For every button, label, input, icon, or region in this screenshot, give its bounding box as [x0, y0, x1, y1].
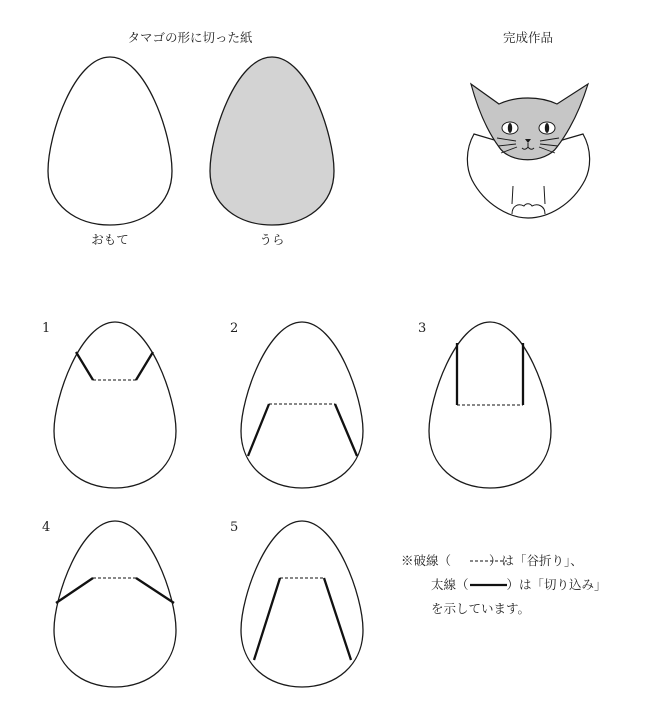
step-1-egg: [54, 322, 176, 488]
finished-cat: [467, 84, 589, 218]
legend-line-2: [431, 579, 607, 592]
step-2-egg: [241, 322, 363, 488]
step-number-2: 2: [230, 321, 239, 336]
step-number-1: 1: [42, 321, 51, 336]
egg-front: [48, 57, 172, 225]
paper-title: タマゴの形に切った紙: [127, 30, 253, 45]
cat-paws: [512, 204, 545, 214]
legend-dashed-open: 破線（: [413, 553, 452, 568]
legend-dashed-desc: ）は「谷折り」、: [489, 553, 583, 568]
cat-right-eye: [539, 122, 555, 134]
step-number-5: 5: [230, 520, 239, 535]
cat-left-eye: [502, 122, 518, 134]
legend-solid-open: 太線（: [431, 577, 469, 592]
step-4-egg: [54, 521, 176, 687]
legend-mark: ※: [401, 553, 414, 568]
step-number-4: 4: [42, 520, 51, 535]
legend-line-1: [401, 555, 583, 568]
step-5-egg: [241, 521, 363, 687]
finished-title: 完成作品: [502, 30, 554, 45]
step-number-3: 3: [418, 321, 427, 336]
egg-back: [210, 57, 334, 225]
legend-line-3: を示しています。: [431, 601, 531, 616]
back-label: うら: [259, 232, 285, 247]
legend-solid-desc: ）は「切り込み」: [506, 577, 607, 592]
front-label: おもて: [91, 232, 129, 247]
